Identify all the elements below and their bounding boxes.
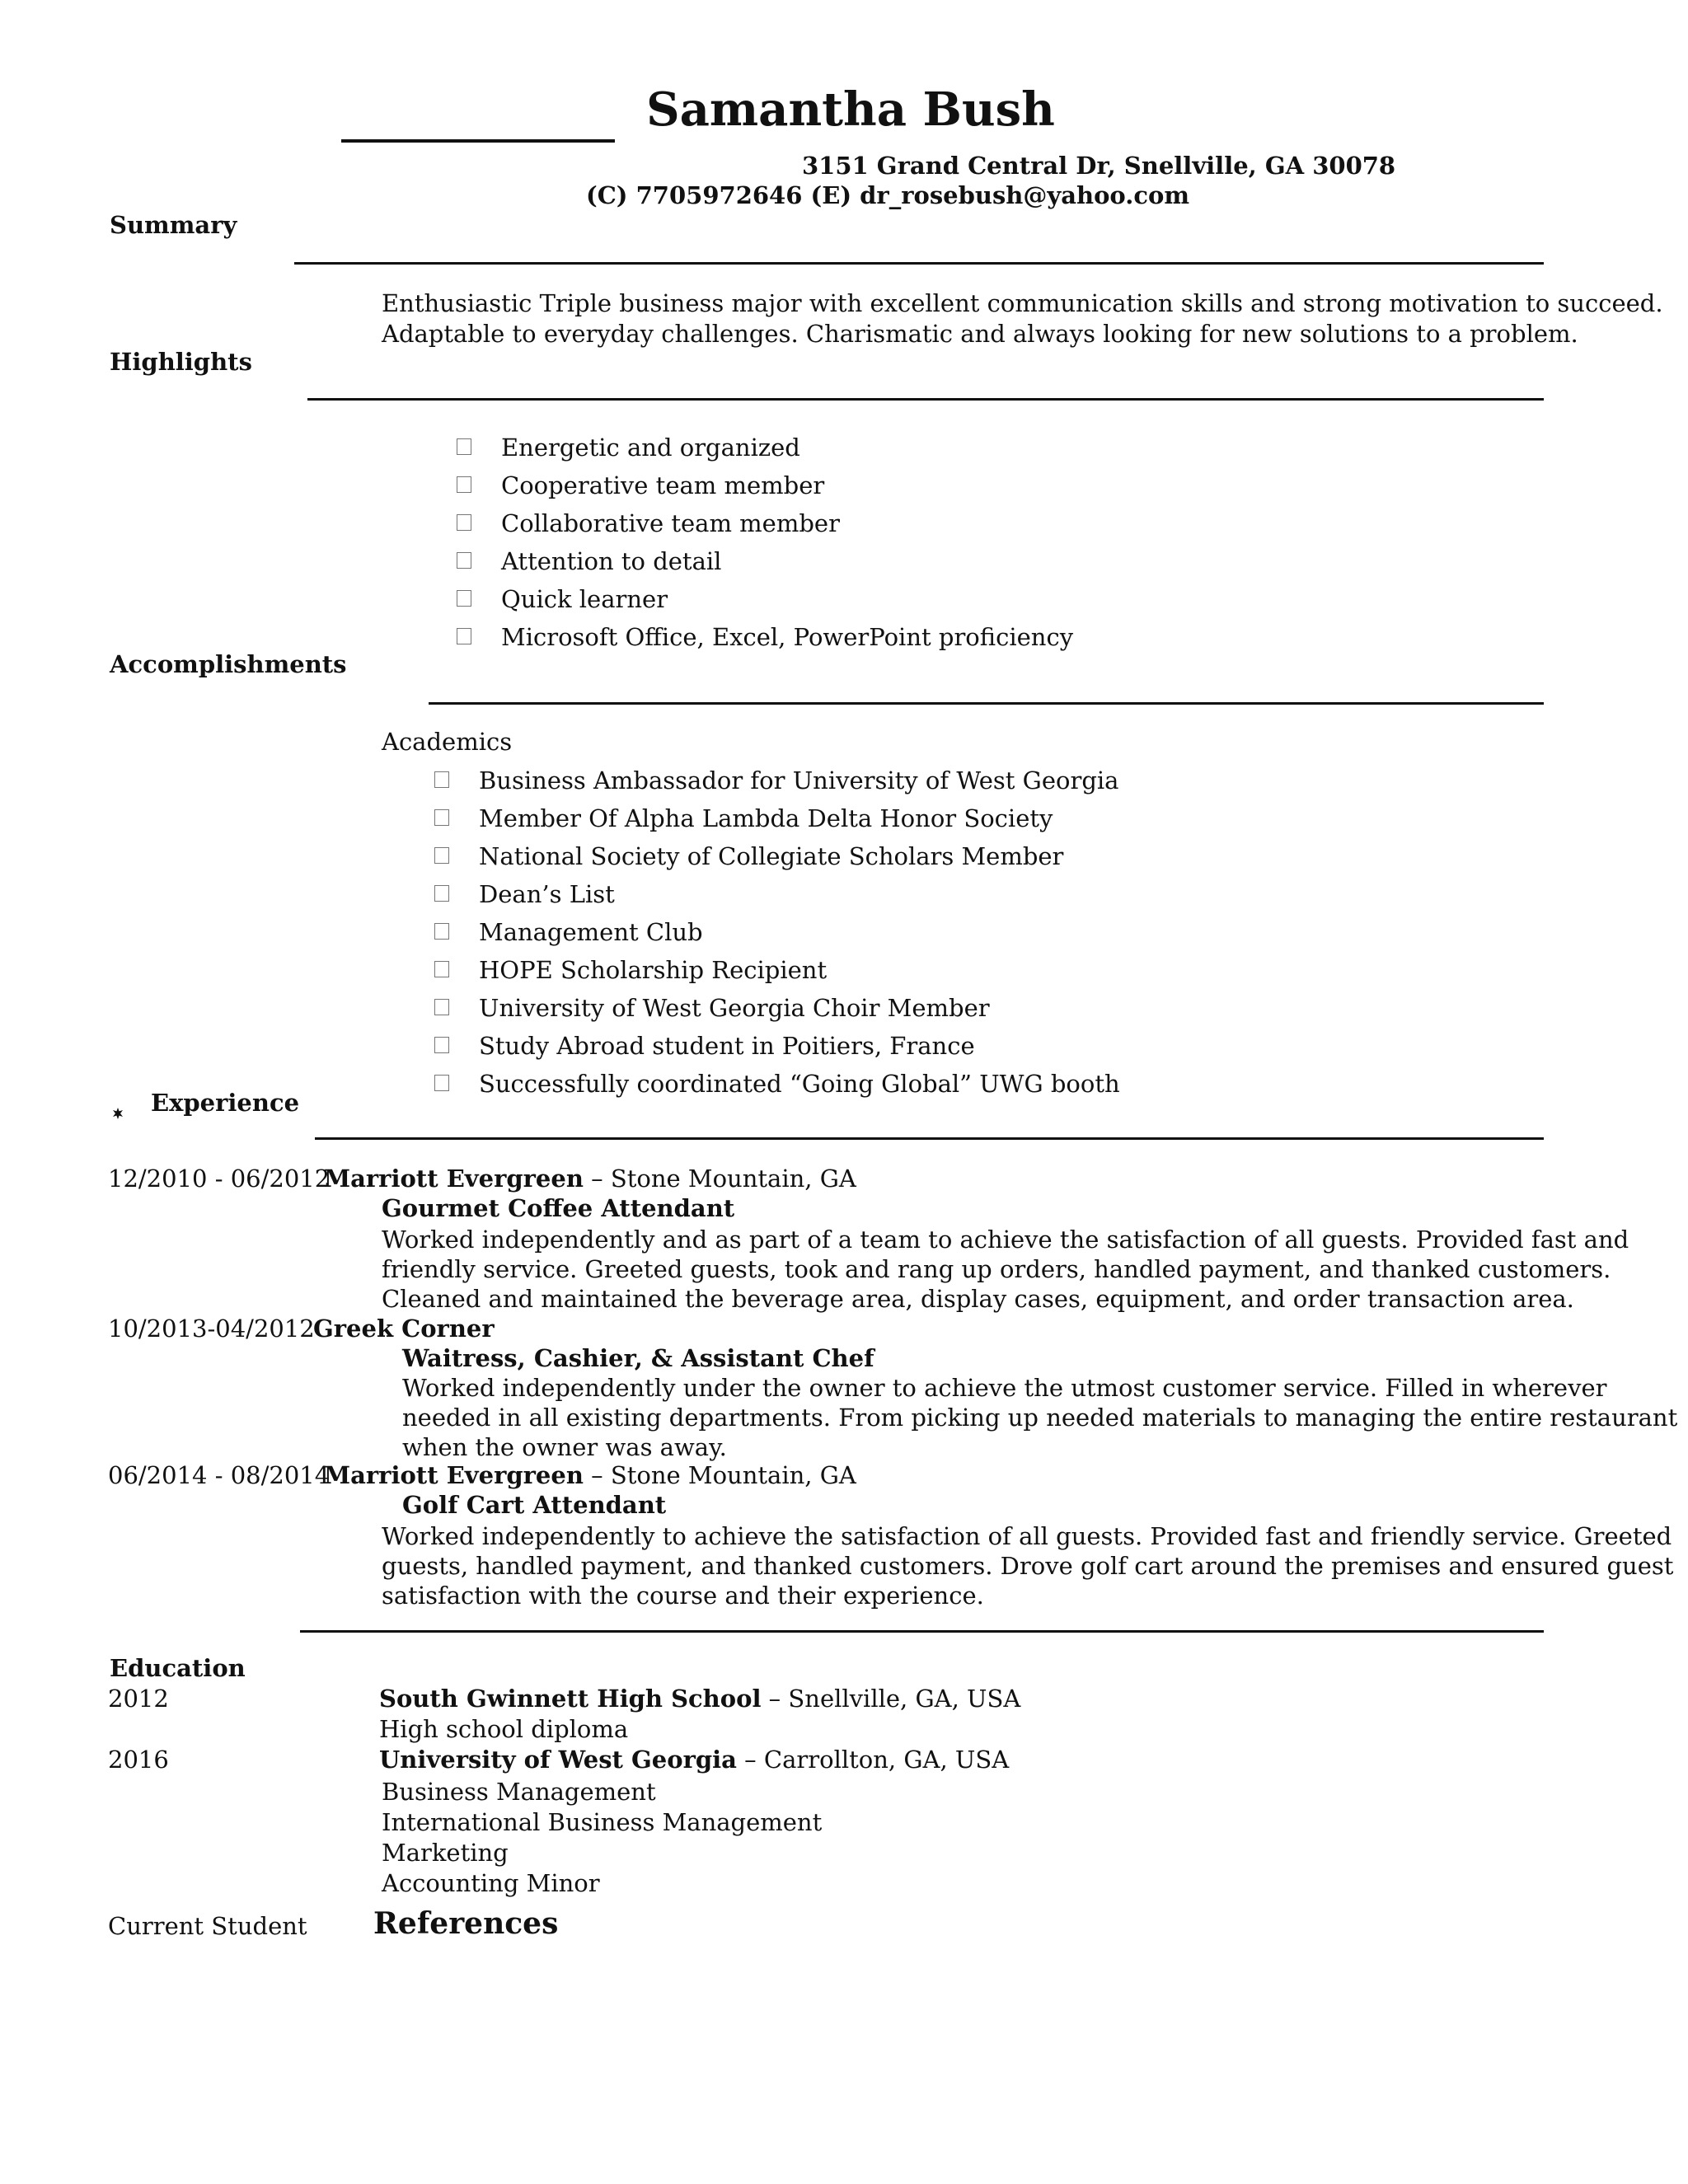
education-rule	[300, 1630, 1544, 1633]
highlights-list	[457, 429, 1073, 656]
experience-heading: Experience	[151, 1089, 300, 1117]
job-dates: 12/2010 - 06/2012	[108, 1165, 331, 1193]
summary-rule	[294, 262, 1544, 265]
list-item: Energetic and organized	[457, 429, 1073, 466]
education-school-line	[379, 1684, 1020, 1714]
description-line: needed in all existing departments. From picking up needed materials to managing the entire restaurant	[402, 1404, 1678, 1432]
list-item: Microsoft Office, Excel, PowerPoint proficiency	[457, 618, 1073, 656]
accomplishments-list	[434, 762, 1120, 1103]
accomplishments-rule	[429, 702, 1544, 705]
job-employer: Greek Corner	[313, 1315, 495, 1343]
candidate-name: Samantha Bush	[646, 82, 1055, 137]
education-school: South Gwinnett High School	[379, 1685, 762, 1713]
list-item: Management Club	[434, 913, 1120, 951]
job-employer-line	[313, 1314, 495, 1344]
checkbox-icon	[457, 590, 471, 607]
education-details	[382, 1777, 822, 1899]
header-decorative-rule	[341, 139, 615, 143]
job-dates: 06/2014 - 08/2014	[108, 1461, 331, 1489]
description-line: when the owner was away.	[402, 1433, 727, 1461]
checkbox-icon	[434, 1037, 449, 1053]
list-item: University of West Georgia Choir Member	[434, 989, 1120, 1027]
job-description	[382, 1225, 1629, 1314]
summary-line: Adaptable to everyday challenges. Charismatic and always looking for new solutions to a problem.	[382, 320, 1578, 348]
accomplishments-heading: Accomplishments	[110, 650, 347, 678]
education-detail: Accounting Minor	[382, 1869, 600, 1897]
checkbox-icon	[434, 923, 449, 940]
highlights-heading: Highlights	[110, 348, 252, 376]
checkbox-icon	[434, 999, 449, 1015]
checkbox-icon	[457, 476, 471, 493]
education-school: University of West Georgia	[379, 1746, 737, 1774]
highlights-rule	[307, 398, 1544, 401]
education-detail: Marketing	[382, 1839, 509, 1867]
experience-rule	[315, 1137, 1544, 1140]
summary-text	[382, 288, 1663, 349]
checkbox-icon	[434, 961, 449, 977]
checkbox-icon	[434, 771, 449, 788]
checkbox-icon	[457, 514, 471, 531]
list-item: Successfully coordinated “Going Global” UWG booth	[434, 1065, 1120, 1103]
job-title: Gourmet Coffee Attendant	[382, 1194, 735, 1222]
sparkle-bullet-icon	[112, 1108, 124, 1119]
list-item: Study Abroad student in Poitiers, France	[434, 1027, 1120, 1065]
description-line: friendly service. Greeted guests, took and rang up orders, handled payment, and thanked customers.	[382, 1255, 1611, 1283]
description-line: guests, handled payment, and thanked customers. Drove golf cart around the premises and ensured guest	[382, 1552, 1674, 1580]
list-item: Attention to detail	[457, 542, 1073, 580]
checkbox-icon	[434, 809, 449, 826]
job-description	[382, 1521, 1673, 1610]
summary-heading: Summary	[110, 211, 237, 239]
checkbox-icon	[434, 1075, 449, 1091]
job-employer-line	[324, 1164, 856, 1194]
job-location: – Stone Mountain, GA	[583, 1165, 856, 1193]
education-heading: Education	[110, 1654, 246, 1682]
references-heading: References	[373, 1906, 559, 1941]
job-location: – Stone Mountain, GA	[583, 1461, 856, 1489]
checkbox-icon	[457, 552, 471, 569]
description-line: Cleaned and maintained the beverage area, display cases, equipment, and order transaction area.	[382, 1285, 1574, 1313]
academics-subheading: Academics	[382, 728, 513, 756]
job-employer: Marriott Evergreen	[324, 1461, 584, 1489]
education-location: – Carrollton, GA, USA	[736, 1746, 1010, 1774]
job-dates: 10/2013-04/2012	[108, 1315, 315, 1343]
description-line: satisfaction with the course and their experience.	[382, 1582, 984, 1610]
contact-info: (C) 7705972646 (E) dr_rosebush@yahoo.com	[586, 181, 1190, 209]
address: 3151 Grand Central Dr, Snellville, GA 30078	[802, 152, 1396, 180]
checkbox-icon	[457, 438, 471, 455]
list-item: Business Ambassador for University of West Georgia	[434, 762, 1120, 799]
education-location: – Snellville, GA, USA	[761, 1685, 1021, 1713]
job-title: Golf Cart Attendant	[402, 1491, 667, 1519]
list-item: National Society of Collegiate Scholars Member	[434, 837, 1120, 875]
list-item: Member Of Alpha Lambda Delta Honor Society	[434, 799, 1120, 837]
job-title: Waitress, Cashier, & Assistant Chef	[402, 1344, 874, 1372]
education-year: 2012	[108, 1685, 169, 1713]
student-status: Current Student	[108, 1912, 307, 1940]
education-detail: High school diploma	[379, 1715, 629, 1743]
education-detail: Business Management	[382, 1778, 656, 1806]
job-employer-line	[324, 1460, 856, 1491]
job-employer: Marriott Evergreen	[324, 1165, 584, 1193]
job-description	[402, 1373, 1677, 1462]
checkbox-icon	[434, 847, 449, 864]
education-detail: International Business Management	[382, 1808, 823, 1836]
list-item: Quick learner	[457, 580, 1073, 618]
description-line: Worked independently and as part of a team to achieve the satisfaction of all guests. Provided fast and	[382, 1226, 1629, 1254]
checkbox-icon	[434, 885, 449, 902]
checkbox-icon	[457, 628, 471, 644]
summary-line: Enthusiastic Triple business major with excellent communication skills and strong motivation to succeed.	[382, 289, 1663, 317]
description-line: Worked independently to achieve the satisfaction of all guests. Provided fast and friendly service. Greeted	[382, 1522, 1672, 1550]
list-item: HOPE Scholarship Recipient	[434, 951, 1120, 989]
education-year: 2016	[108, 1746, 169, 1774]
list-item: Cooperative team member	[457, 466, 1073, 504]
list-item: Collaborative team member	[457, 504, 1073, 542]
education-school-line	[379, 1745, 1009, 1775]
list-item: Dean’s List	[434, 875, 1120, 913]
description-line: Worked independently under the owner to achieve the utmost customer service. Filled in wherever	[402, 1374, 1607, 1402]
